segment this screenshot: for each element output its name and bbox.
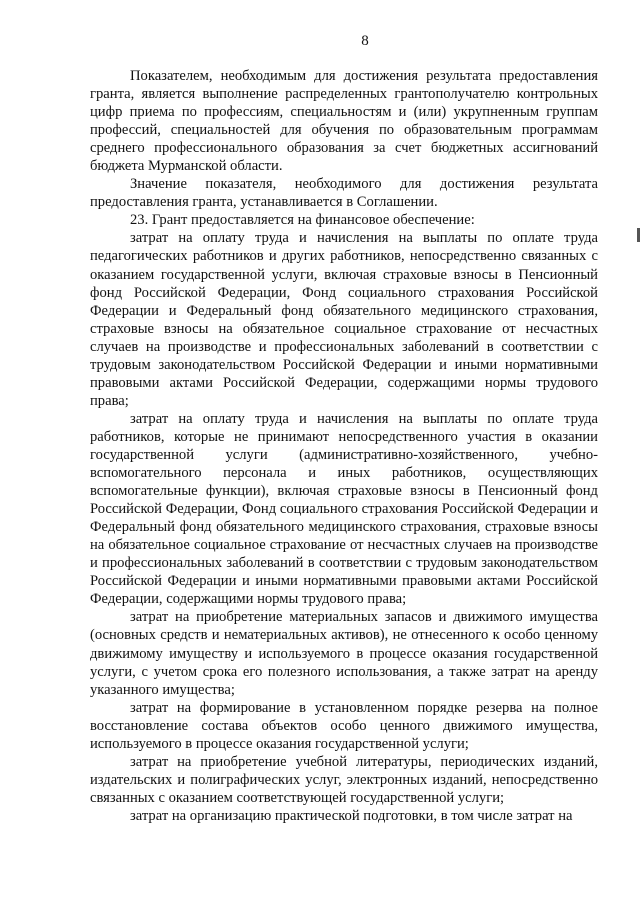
paragraph-clause-23: 23. Грант предоставляется на финансовое обеспечение: (130, 212, 475, 229)
page-number: 8 (361, 33, 369, 49)
paragraph-support-staff-costs: затрат на оплату труда и начисления на выплаты по оплате труда работников, которые не принимают непосредственного участия в оказании государственной услуги (административно-хозяйственного, учебно-вспомогательного персонала и иных работников, осуществляющих вспомогательные функции), включая страховые взносы в Пенсионный фонд Российской Федерации, Фонд социального страхования Российской Федерации и Федеральный фонд обязательного медицинского страхования, страховые взносы на обязательное социальное страхование от несчастных случаев на производстве и профессиональных заболеваний в соответствии с трудовым законодательством Российской Федерации и иными нормативными правовыми актами Российской Федерации, содержащими нормы трудового права; (90, 410, 598, 608)
paragraph-teaching-staff-costs: затрат на оплату труда и начисления на выплаты по оплате труда педагогических работников и других работников, непосредственно связанных с оказанием государственной услуги, включая страховые взносы в Пенсионный фонд Российской Федерации, Фонд социального страхования Российской Федерации и Федеральный фонд обязательного медицинского страхования, страховые взносы на обязательное социальное страхование от несчастных случаев на производстве и профессиональных заболеваний в соответствии с трудовым законодательством Российской Федерации и иными нормативными правовыми актами Российской Федерации, содержащими нормы трудового права; (90, 230, 598, 409)
paragraph-literature-costs: затрат на приобретение учебной литературы, периодических изданий, издательских и полиграфических услуг, электронных изданий, непосредственно связанных с оказанием соответствующей государственной услуги; (90, 753, 598, 806)
paragraph-reserve-costs: затрат на формирование в установленном порядке резерва на полное восстановление состава объектов особо ценного движимого имущества, используемого в процессе оказания государственной услуги; (90, 699, 598, 752)
paragraph-indicator-value: Значение показателя, необходимого для достижения результата предоставления гранта, устанавливается в Соглашении. (90, 176, 598, 211)
paragraph-indicator-definition: Показателем, необходимым для достижения результата предоставления гранта, является выполнение распределенных грантополучателю контрольных цифр приема по профессиям, специальностям и (или) укрупненным группам профессий, специальностей для обучения по образовательным программам среднего профессионального образования за счет бюджетных ассигнований бюджета Мурманской области. (90, 68, 598, 175)
paragraph-practical-training-costs: затрат на организацию практической подготовки, в том числе затрат на (130, 807, 573, 824)
paragraph-material-costs: затрат на приобретение материальных запасов и движимого имущества (основных средств и нематериальных активов), не отнесенного к особо ценному движимому имуществу и используемого в процессе оказания государственной услуги, с учетом срока его полезного использования, а также затрат на аренду указанного имущества; (90, 609, 598, 698)
document-body (90, 67, 598, 825)
